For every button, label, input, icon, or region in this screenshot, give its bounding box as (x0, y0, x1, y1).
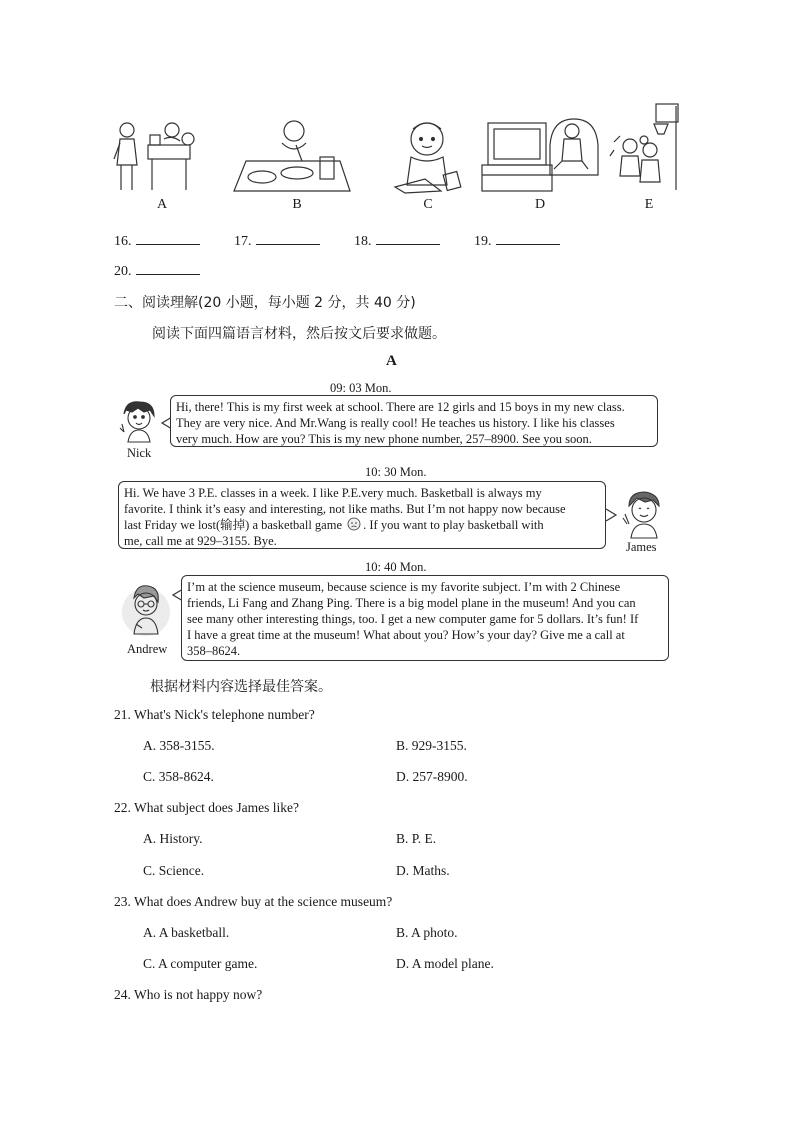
message-line: I have a great time at the museum! What about you? How’s your day? Give me a call at (187, 628, 625, 642)
answer-blank[interactable] (496, 230, 560, 245)
message-line: Hi. We have 3 P.E. classes in a week. I like P.E.very much. Basketball is always my (124, 486, 542, 500)
passage-label: A (386, 353, 397, 369)
picture-a-illustration (112, 115, 202, 195)
option-23-c[interactable]: C. A computer game. (143, 956, 258, 971)
avatar-icon (118, 398, 160, 444)
picture-e (610, 100, 690, 195)
message-line: I’m at the science museum, because science is my favorite subject. I’m with 2 Chinese (187, 580, 621, 594)
james-avatar (619, 488, 667, 540)
answer-blank[interactable] (136, 260, 200, 275)
picture-label-e: E (644, 197, 654, 212)
option-21-c[interactable]: C. 358-8624. (143, 769, 214, 784)
choose-instruction: 根据材料内容选择最佳答案。 (150, 679, 332, 695)
message-line: last Friday we lost(输掉) a basketball game (124, 518, 342, 532)
avatar-icon (619, 488, 667, 540)
option-23-d[interactable]: D. A model plane. (396, 956, 494, 971)
message-line: see many other interesting things, too. I get a new computer game for 5 dollars. It’s fun! If (187, 612, 639, 626)
blank-17 (234, 230, 320, 250)
bubble-tail (606, 508, 616, 526)
blank-19 (474, 230, 560, 250)
message-line: favorite. I think it’s easy and interesting, not like maths. But I’m not happy now because (124, 502, 566, 516)
picture-label-a: A (156, 197, 168, 212)
picture-label-b: B (292, 197, 302, 212)
blank-16 (114, 230, 200, 250)
option-23-b[interactable]: B. A photo. (396, 925, 458, 940)
section-heading: 二、阅读理解(20 小题，每小题 2 分，共 40 分) (114, 295, 416, 311)
answer-blank[interactable] (136, 230, 200, 245)
nick-avatar (118, 398, 160, 444)
blank-number: 18. (354, 234, 372, 249)
question-22: 22. What subject does James like? (114, 800, 299, 815)
andrew-avatar (120, 580, 170, 640)
answer-blank[interactable] (376, 230, 440, 245)
message-bubble-james (118, 481, 606, 549)
option-22-b[interactable]: B. P. E. (396, 831, 437, 846)
picture-label-d: D (534, 197, 546, 212)
message-line: Hi, there! This is my first week at school. There are 12 girls and 15 boys in my new class. (176, 400, 625, 414)
question-23: 23. What does Andrew buy at the science museum? (114, 894, 393, 909)
option-23-a[interactable]: A. A basketball. (143, 925, 230, 940)
nick-name: Nick (127, 446, 152, 460)
picture-b (232, 115, 352, 195)
message-time: 10: 30 Mon. (365, 465, 427, 479)
option-22-d[interactable]: D. Maths. (396, 863, 450, 878)
blank-18 (354, 230, 440, 250)
message-line: They are very nice. And Mr.Wang is really cool! He teaches us history. I like his classes (176, 416, 615, 430)
option-21-b[interactable]: B. 929-3155. (396, 738, 467, 753)
message-time: 10: 40 Mon. (365, 560, 427, 574)
option-22-a[interactable]: A. History. (143, 831, 203, 846)
option-22-c[interactable]: C. Science. (143, 863, 205, 878)
message-line: 358–8624. (187, 644, 241, 658)
question-24: 24. Who is not happy now? (114, 987, 263, 1002)
picture-c-illustration (385, 115, 470, 195)
section-instruction: 阅读下面四篇语言材料，然后按文后要求做题。 (152, 326, 446, 342)
andrew-name: Andrew (127, 642, 168, 656)
message-line: . If you want to play basketball with (363, 518, 544, 532)
james-name: James (626, 540, 657, 554)
picture-a (112, 115, 202, 195)
picture-c (385, 115, 470, 195)
picture-e-illustration (610, 100, 690, 195)
picture-d-illustration (478, 115, 603, 195)
picture-d (478, 115, 603, 195)
picture-label-c: C (423, 197, 433, 212)
message-bubble-nick (170, 395, 658, 447)
blank-number: 16. (114, 234, 132, 249)
blank-number: 19. (474, 234, 492, 249)
message-line: very much. How are you? This is my new phone number, 257–8900. See you soon. (176, 432, 592, 446)
message-time: 09: 03 Mon. (330, 381, 392, 395)
option-21-a[interactable]: A. 358-3155. (143, 738, 215, 753)
picture-b-illustration (232, 115, 352, 195)
answer-blank[interactable] (256, 230, 320, 245)
blank-number: 17. (234, 234, 252, 249)
blank-20 (114, 260, 200, 280)
message-line: me, call me at 929–3155. Bye. (124, 534, 277, 548)
question-21: 21. What's Nick's telephone number? (114, 707, 315, 722)
avatar-icon (120, 580, 170, 640)
message-bubble-andrew (181, 575, 669, 661)
option-21-d[interactable]: D. 257-8900. (396, 769, 468, 784)
message-line: friends, Li Fang and Zhang Ping. There is a big model plane in the museum! And you can (187, 596, 636, 610)
sad-face-icon (347, 517, 361, 531)
blank-number: 20. (114, 264, 132, 279)
